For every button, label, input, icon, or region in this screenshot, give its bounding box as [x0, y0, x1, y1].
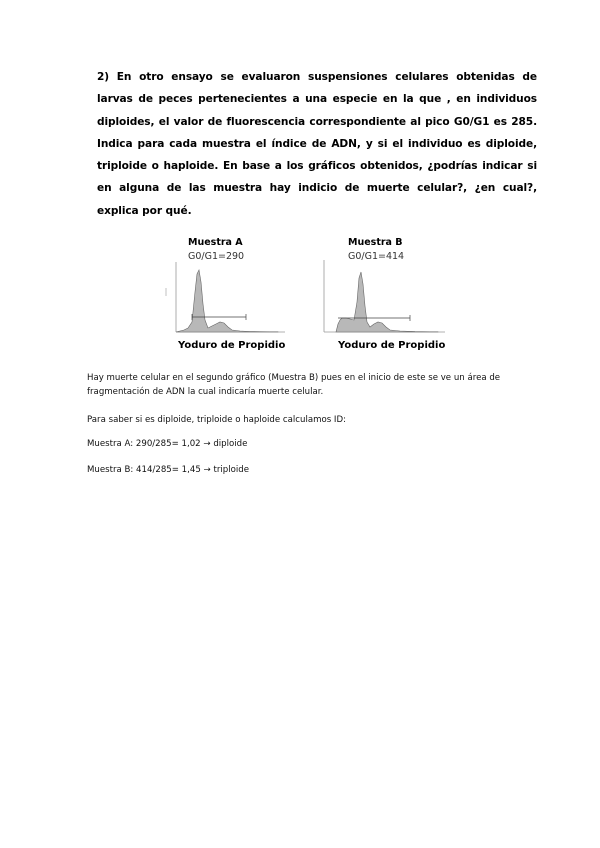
histogram-a-title: Muestra A — [188, 237, 243, 248]
histogram-a-plot — [160, 232, 290, 342]
question-paragraph: 2) En otro ensayo se evaluaron suspensiones celulares obtenidas de larvas de peces pertenecientes a una especie en la que , en individuos diploides, el valor de fluorescencia correspondiente al pico G0/G1 es 285. Indica para cada muestra el índice de ADN, y si el individuo es diploide, triploide o haploide. En base a los gráficos obtenidos, ¿podrías indicar si en alguna de las muestra hay indicio de muerte celular?, ¿en cual?, explica por qué. — [97, 71, 537, 217]
histogram-a-area — [176, 270, 278, 332]
histogram-b-title: Muestra B — [348, 237, 403, 248]
answer-cell-death: Hay muerte celular en el segundo gráfico (Muestra B) pues en el inicio de este se ve un área de fragmentación de ADN la cual indicaría muerte celular. — [87, 373, 501, 397]
histogram-muestra-a — [160, 232, 290, 357]
histogram-b-xlabel: Yoduro de Propidio — [338, 340, 446, 351]
histogram-a-xlabel: Yoduro de Propidio — [178, 340, 286, 351]
histogram-muestra-b — [320, 232, 450, 357]
answer-method: Para saber si es diploide, triploide o haploide calculamos ID: — [87, 415, 346, 425]
answer-sample-b: Muestra B: 414/285= 1,45 → triploide — [87, 465, 250, 475]
histogram-b-subtitle: G0/G1=414 — [348, 251, 405, 262]
histogram-b-plot — [320, 232, 450, 342]
histogram-b-area — [336, 272, 438, 332]
histogram-a-subtitle: G0/G1=290 — [188, 251, 245, 262]
histogram-figure — [160, 232, 446, 360]
answer-sample-a: Muestra A: 290/285= 1,02 → diploide — [87, 439, 248, 449]
